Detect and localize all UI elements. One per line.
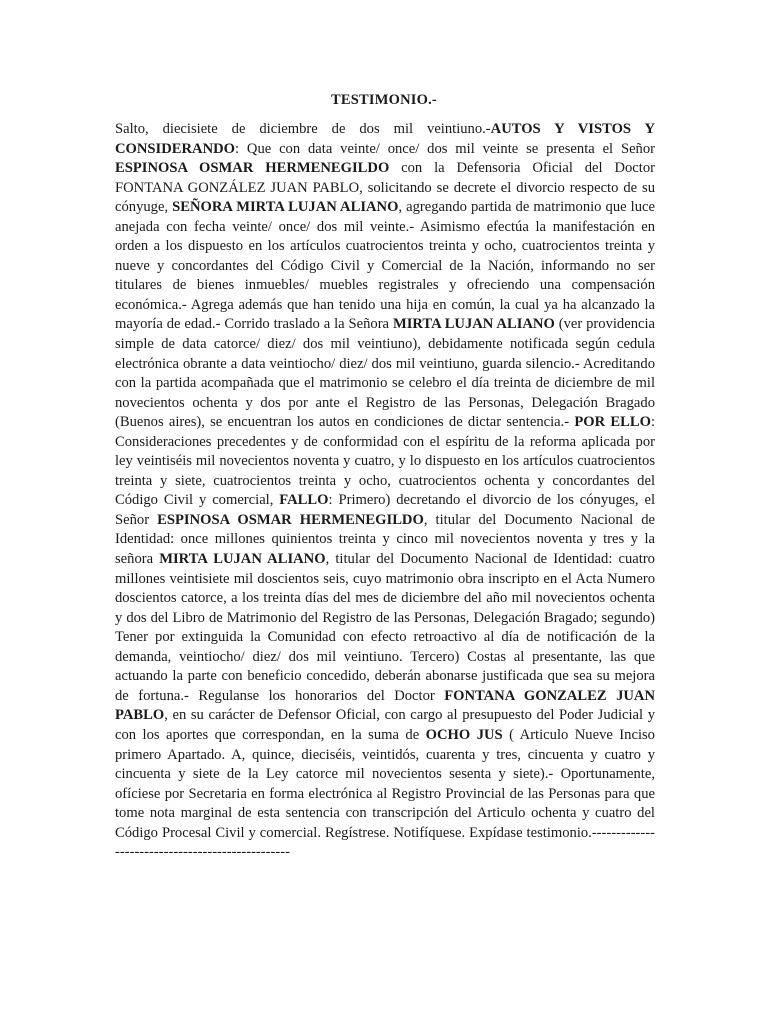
bold-text-run: SEÑORA MIRTA LUJAN ALIANO [172,199,399,216]
text-run: , en su carácter de Defensor Oficial, con cargo al presupuesto del Poder Judicial y con los aportes que correspondan, en la suma de [115,707,655,743]
bold-text-run: MIRTA LUJAN ALIANO [392,316,555,333]
document-body [115,120,655,863]
text-run: : Consideraciones precedentes y de conformidad con el espíritu de la reforma aplicada por ley veintiséis mil novecientos noventa y cuatro, y lo dispuesto en los artículos cuatrocientos treinta y siete, cuatrocientos treinta y ocho, cuatrocientos ochenta y concordantes del Código Civil y comercial, [115,414,655,509]
text-run: Salto, diecisiete de diciembre de dos mil veintiuno.- [115,121,491,137]
text-run: (ver providencia simple de data catorce/ diez/ dos mil veintiuno), debidamente notificada según cedula electrónica obrante a data veintiocho/ diez/ dos mil veintiuno, guarda silencio.- Acreditando con la partida acompañada que el matrimonio se celebro el día treinta de diciembre de mil novecientos ochenta y dos por ante el Registro de las Personas, Delegación Bragado (Buenos aires), se encuentran los autos en condiciones de dictar sentencia.- [115,316,655,431]
bold-text-run: POR ELLO [574,414,651,431]
text-run: : Que con data veinte/ once/ dos mil veinte se presenta el Señor [235,140,655,157]
text-run: , titular del Documento Nacional de Identidad: once millones quinientos treinta y cinco mil novecientos noventa y tres y la señora [115,511,656,568]
bold-text-run: FONTANA GONZALEZ JUAN PABLO [115,687,655,724]
document-title: TESTIMONIO.- [331,92,437,108]
text-run: ( Articulo Nueve Inciso primero Apartado. A, quince, dieciséis, veintidós, cuarenta y tres, cincuenta y cuatro y cincuenta y siete de la Ley catorce mil novecientos sesenta y siete).- Oportunamente, ofíciese por Secretaria en forma electrónica al Registro Provincial de las Personas para que tome nota marginal de esta sentencia con transcripción del Articulo ochenta y cuatro del Código Procesal Civil y comercial. Regístrese. Notifíquese. Expídase testimonio.------------------------------------------------- [115,726,655,861]
text-run: : Primero) decretando el divorcio de los cónyuges, el Señor [115,492,655,528]
bold-text-run: ESPINOSA OSMAR HERMENEGILDO [115,160,390,177]
text-run: , agregando partida de matrimonio que luce anejada con fecha veinte/ once/ dos mil veinte.- Asimismo efectúa la manifestación en orden a los dispuesto en los artículos cuatrocientos treinta y ocho, cuatrocientos treinta y nueve y concordantes del Código Civil y Comercial de la Nación, informando no ser titulares de bienes inmuebles/ muebles registrales y ofreciendo una compensación económica.- Agrega además que han tenido una hija en común, la cual ya ha alcanzado la mayoría de edad.- Corrido traslado a la Señora [115,199,655,333]
bold-text-run: MIRTA LUJAN ALIANO [159,551,326,568]
bold-text-run: ESPINOSA OSMAR HERMENEGILDO [157,511,424,528]
bold-text-run: FALLO [279,492,329,509]
bold-text-run: OCHO JUS [425,726,503,743]
text-run: , titular del Documento Nacional de Identidad: cuatro millones veintisiete mil doscientos seis, cuyo matrimonio obra inscripto en el Acta Numero doscientos catorce, a los treinta días del mes de diciembre del año mil novecientos ochenta y dos del Libro de Matrimonio del Registro de las Personas, Delegación Bragado; segundo) Tener por extinguida la Comunidad con efecto retroactivo al día de notificación de la demanda, veintiocho/ diez/ dos mil veintiuno. Tercero) Costas al presentante, las que actuando la parte con beneficio concedido, deberán abonarse justificada que sea su mejora de fortuna.- Regulanse los honorarios del Doctor [115,551,655,704]
bold-text-run: AUTOS Y VISTOS Y CONSIDERANDO [115,121,655,157]
text-run: con la Defensoria Oficial del Doctor FONTANA GONZÁLEZ JUAN PABLO, solicitando se decrete el divorcio respecto de su cónyuge, [115,160,655,216]
